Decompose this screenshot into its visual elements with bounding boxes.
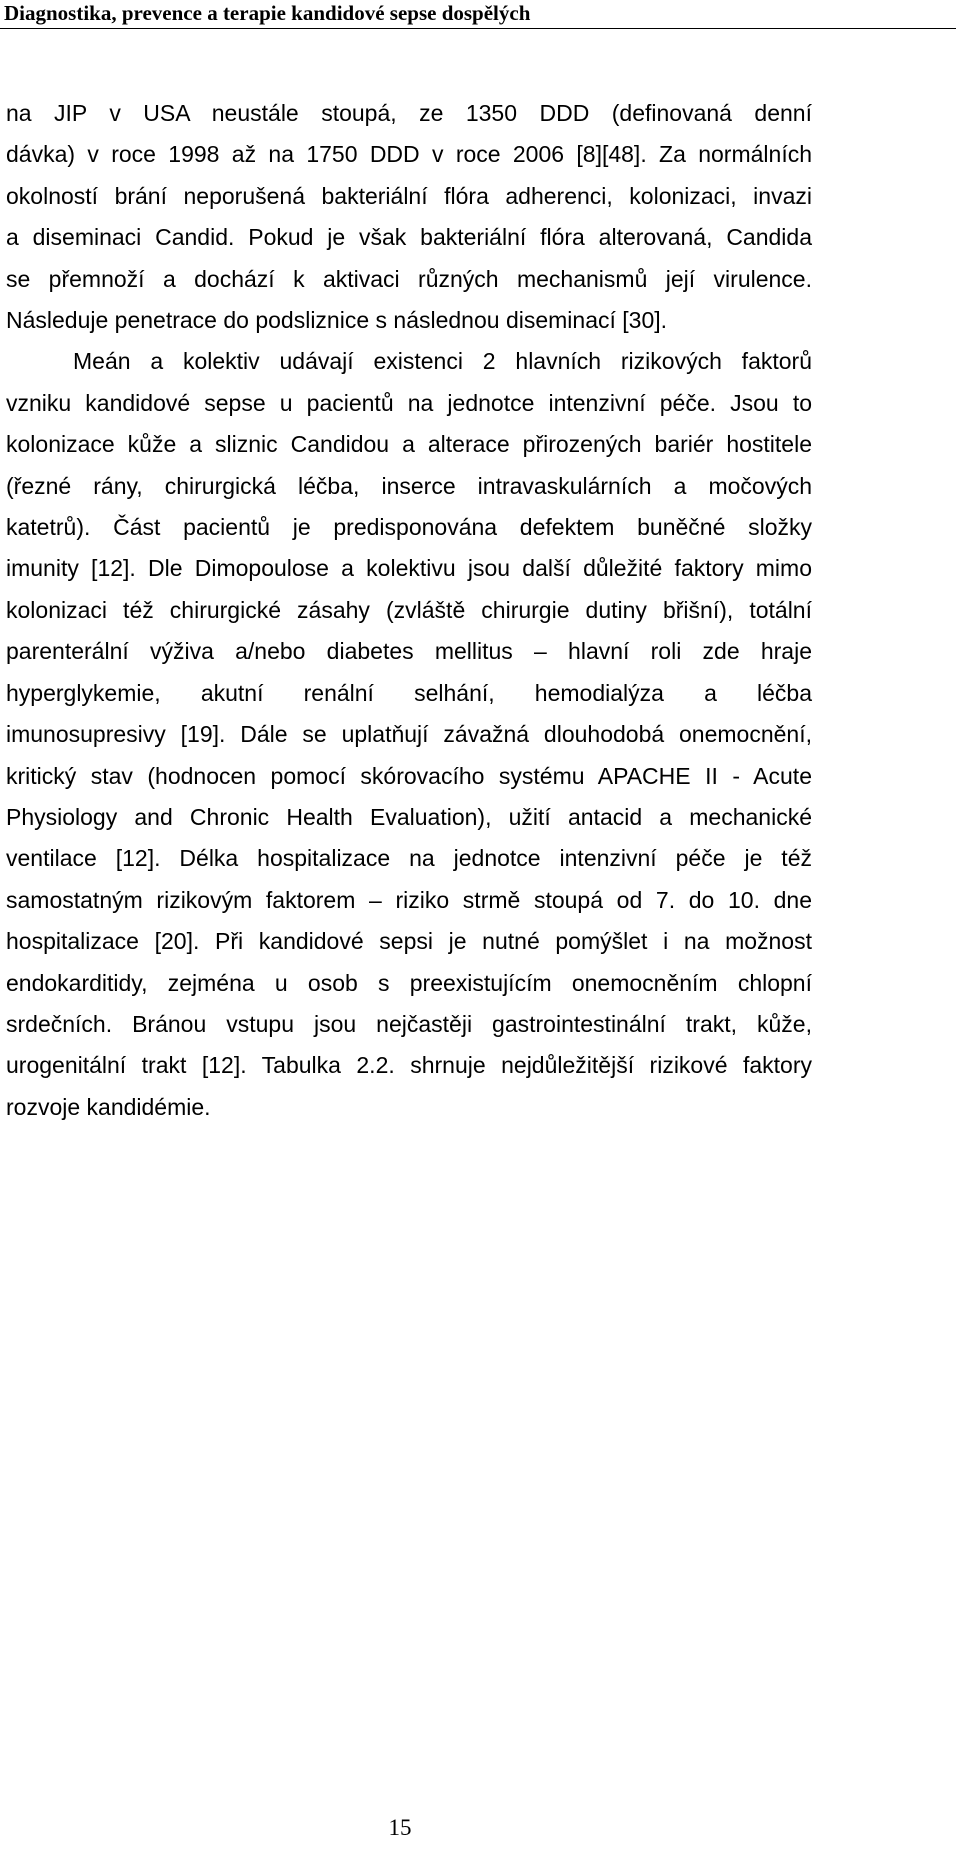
- page-number: 15: [388, 1815, 412, 1840]
- text-line: kolonizaci též chirurgické zásahy (zvláště chirurgie dutiny břišní), totální: [6, 596, 812, 623]
- text-line: okolností brání neporušená bakteriální flóra adherenci, kolonizaci, invazi: [6, 182, 812, 209]
- text-line: Meán a kolektiv udávají existenci 2 hlavních rizikových faktorů: [73, 348, 812, 375]
- text-line: imunosupresivy [19]. Dále se uplatňují závažná dlouhodobá onemocnění,: [6, 721, 812, 748]
- text-line: srdečních. Bránou vstupu jsou nejčastěji gastrointestinální trakt, kůže,: [6, 1010, 812, 1037]
- header-divider: [0, 28, 956, 29]
- text-line: parenterální výživa a/nebo diabetes mellitus – hlavní roli zde hraje: [6, 638, 812, 665]
- text-line: hyperglykemie, akutní renální selhání, hemodialýza a léčba: [6, 679, 812, 706]
- text-line: kolonizace kůže a sliznic Candidou a alterace přirozených bariér hostitele: [6, 431, 812, 458]
- text-line: na JIP v USA neustále stoupá, ze 1350 DDD (definovaná denní: [6, 100, 812, 126]
- text-line: dávka) v roce 1998 až na 1750 DDD v roce 2006 [8][48]. Za normálních: [6, 141, 812, 168]
- text-line: katetrů). Část pacientů je predisponována defektem buněčné složky: [6, 514, 812, 541]
- text-line: (řezné rány, chirurgická léčba, inserce intravaskulárních a močových: [6, 472, 812, 499]
- text-line: kritický stav (hodnocen pomocí skórovacího systému APACHE II - Acute: [6, 762, 812, 789]
- text-line: a diseminaci Candid. Pokud je však bakteriální flóra alterovaná, Candida: [6, 224, 812, 251]
- text-line: ventilace [12]. Délka hospitalizace na jednotce intenzivní péče je též: [6, 845, 812, 872]
- running-header: Diagnostika, prevence a terapie kandidové sepse dospělých: [4, 1, 531, 25]
- text-line: samostatným rizikovým faktorem – riziko strmě stoupá od 7. do 10. dne: [6, 886, 812, 913]
- text-line: Následuje penetrace do podsliznice s následnou diseminací [30].: [6, 307, 668, 334]
- text-line: hospitalizace [20]. Při kandidové sepsi je nutné pomýšlet i na možnost: [6, 928, 812, 955]
- text-line: endokarditidy, zejména u osob s preexistujícím onemocněním chlopní: [6, 969, 812, 996]
- text-line: se přemnoží a dochází k aktivaci různých mechanismů její virulence.: [6, 265, 812, 292]
- text-line: rozvoje kandidémie.: [6, 1093, 211, 1120]
- text-line: urogenitální trakt [12]. Tabulka 2.2. shrnuje nejdůležitější rizikové faktory: [6, 1052, 812, 1079]
- text-line: vzniku kandidové sepse u pacientů na jednotce intenzivní péče. Jsou to: [6, 389, 812, 416]
- body-text: [6, 93, 812, 1128]
- text-line: Physiology and Chronic Health Evaluation), užití antacid a mechanické: [6, 803, 812, 830]
- text-line: imunity [12]. Dle Dimopoulose a kolektivu jsou další důležité faktory mimo: [6, 555, 812, 582]
